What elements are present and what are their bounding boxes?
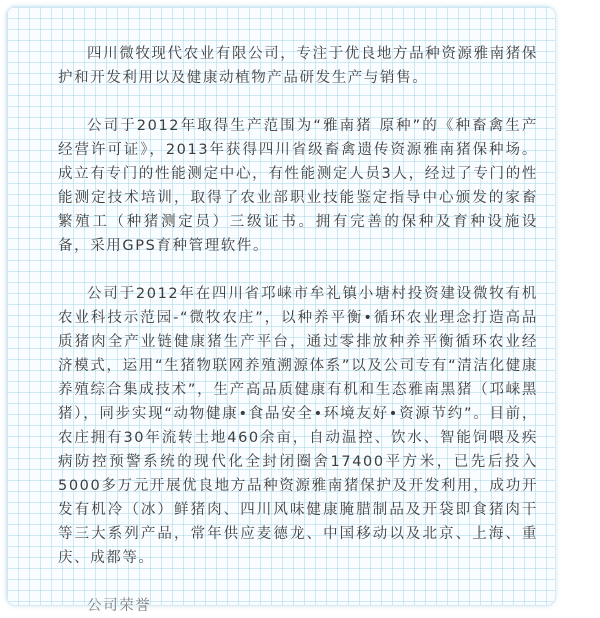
paragraph-license: 公司于2012年取得生产范围为“雅南猪 原种”的《种畜禽生产经营许可证》，2013年获得四川省级畜禽遗传资源雅南猪保种场。成立有专门的性能测定中心，有性能测定人员3人，经过了专门的性能测定技术培训，取得了农业部职业技能鉴定指导中心颁发的家畜繁殖工（种猪测定员）三级证书。拥有完善的保种及育种设施设备，采用GPS育种管理软件。 [58, 118, 538, 254]
page-edge [590, 0, 600, 565]
article-body [58, 42, 538, 618]
paragraph-intro: 四川微牧现代农业有限公司，专注于优良地方品种资源雅南猪保护和开发利用以及健康动植物产品研发生产与销售。 [58, 46, 538, 86]
paragraph-tail: 公司荣誉 [87, 598, 152, 614]
paragraph-farm: 公司于2012年在四川省邛崃市牟礼镇小塘村投资建设微牧有机农业科技示范园-“微牧农庄”，以种养平衡•循环农业理念打造高品质猪肉全产业链健康猪生产平台，通过零排放种养平衡循环农业经济模式，运用“生猪物联网养殖溯源体系”以及公司专有“清洁化健康养殖综合集成技术”，生产高品质健康有机和生态雅南黑猪（邛崃黑猪），同步实现“动物健康•食品安全•环境友好•资源节约”。目前，农庄拥有30年流转土地460余亩，自动温控、饮水、智能饲喂及疾病防控预警系统的现代化全封闭圈舍17400平方米，已先后投入5000多万元开展优良地方品种资源雅南猪保护及开发利用，成功开发有机冷（冰）鲜猪肉、四川风味健康腌腊制品及开袋即食猪肉干等三大系列产品，常年供应麦德龙、中国移动以及北京、上海、重庆、成都等。 [58, 286, 538, 566]
